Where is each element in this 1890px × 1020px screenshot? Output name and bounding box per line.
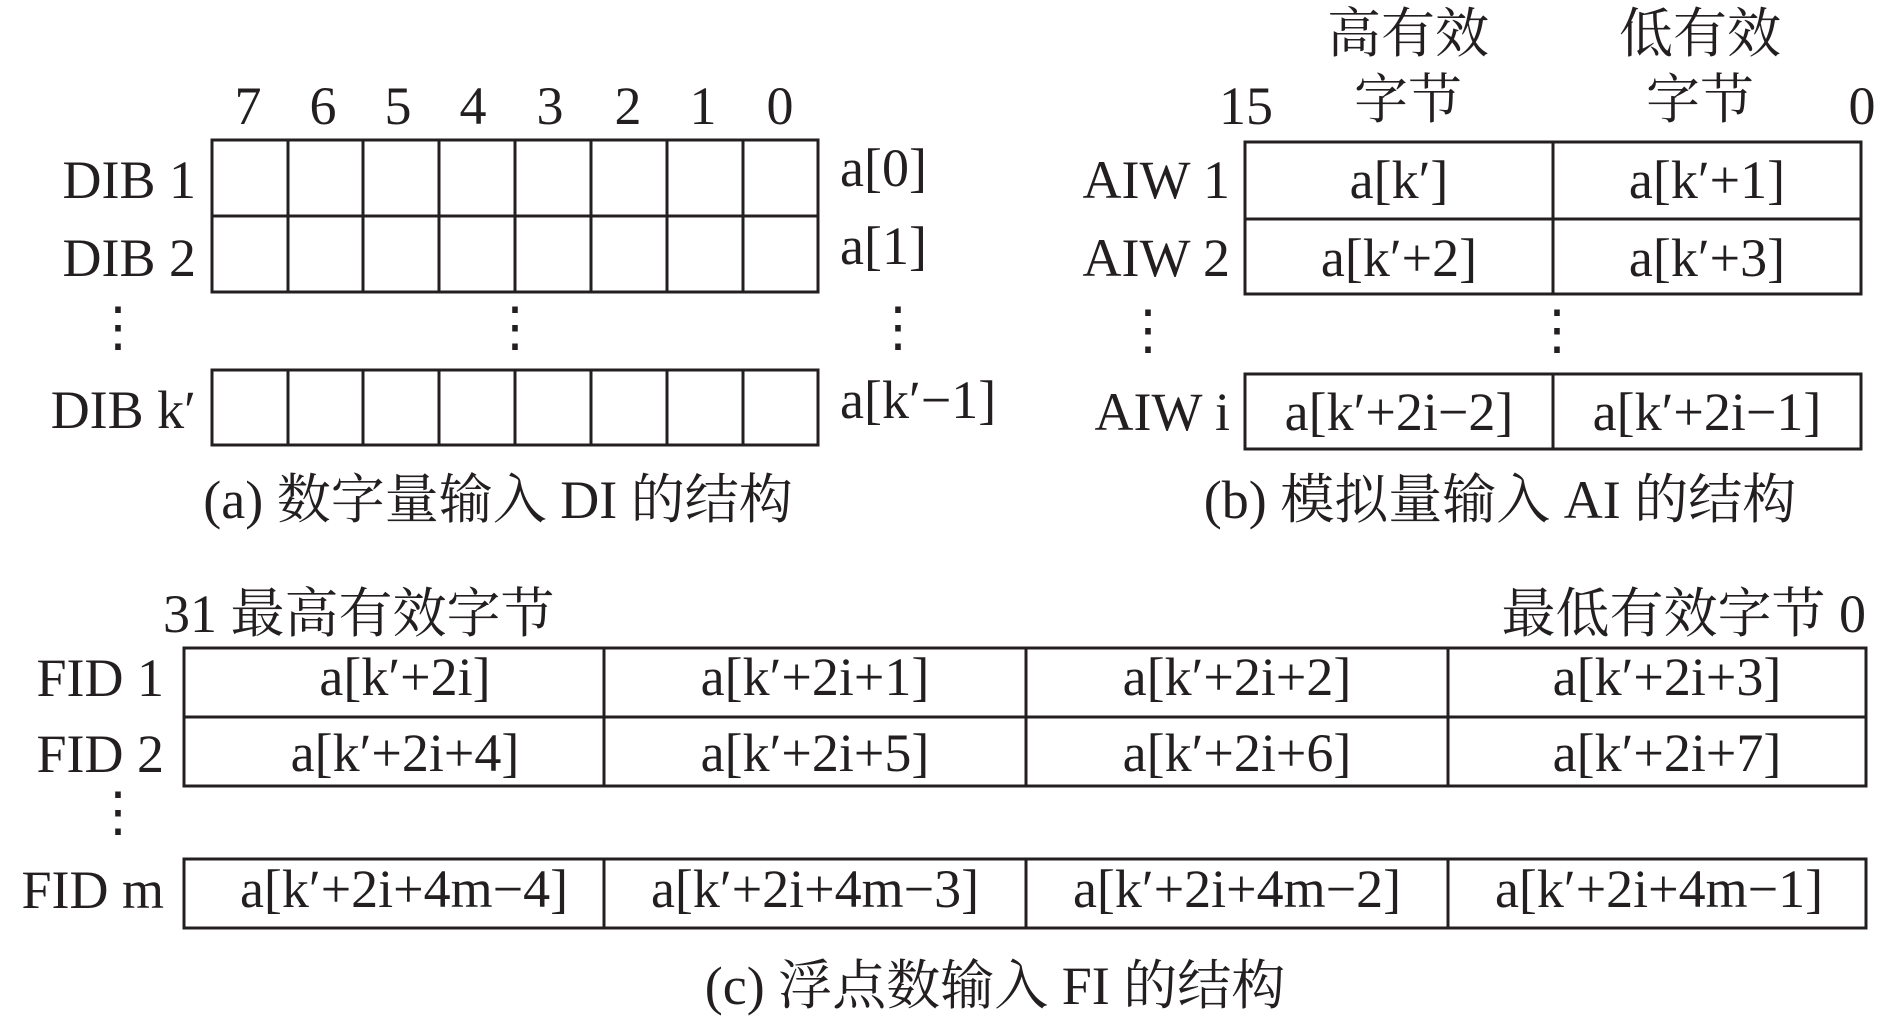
bit-label-4: 4 bbox=[459, 76, 487, 136]
aiw-2-low-cell: a[k′+3] bbox=[1628, 228, 1786, 288]
fid-2-label: FID 2 bbox=[36, 724, 164, 784]
lsb-header: 最低有效字节 0 bbox=[1501, 584, 1866, 644]
bit-label-7: 7 bbox=[234, 76, 262, 136]
fid-m-cell-4: a[k′+2i+4m−1] bbox=[1494, 859, 1824, 919]
fid-m-cell-2: a[k′+2i+4m−3] bbox=[650, 859, 980, 919]
dib-1-label: DIB 1 bbox=[62, 150, 196, 210]
panel-a-bit-labels bbox=[235, 76, 794, 136]
dib-2-label: DIB 2 bbox=[62, 228, 196, 288]
aiw-1-high-cell: a[k′] bbox=[1349, 150, 1449, 210]
fid-1-cell-2: a[k′+2i+1] bbox=[700, 647, 930, 707]
aiw-2-high-cell: a[k′+2] bbox=[1320, 228, 1478, 288]
aiw-i-label: AIW i bbox=[1094, 382, 1230, 442]
fid-1-cell-1: a[k′+2i] bbox=[319, 647, 491, 707]
dib-k-address: a[k′−1] bbox=[840, 370, 997, 430]
dib-1-address: a[0] bbox=[840, 138, 927, 198]
panel-a-ellipsis-left: ⋮ bbox=[91, 297, 145, 357]
bit-label-1: 1 bbox=[689, 76, 717, 136]
low-byte-header-line1: 低有效 bbox=[1619, 4, 1781, 64]
fid-2-cell-4: a[k′+2i+7] bbox=[1552, 723, 1782, 783]
high-byte-header-line2: 字节 bbox=[1354, 70, 1462, 130]
aiw-1-label: AIW 1 bbox=[1082, 150, 1230, 210]
panel-c-caption: (c) 浮点数输入 FI 的结构 bbox=[704, 956, 1286, 1016]
bit-label-2: 2 bbox=[614, 76, 642, 136]
fid-1-cell-4: a[k′+2i+3] bbox=[1552, 647, 1782, 707]
panel-a-ellipsis-right: ⋮ bbox=[871, 297, 925, 357]
panel-a-ellipsis-middle: ⋮ bbox=[488, 297, 542, 357]
bit-label-3: 3 bbox=[536, 76, 564, 136]
panel-b-ellipsis-middle: ⋮ bbox=[1530, 300, 1584, 360]
bit-label-6: 6 bbox=[309, 76, 337, 136]
bit-label-0-b: 0 bbox=[1848, 76, 1876, 136]
panel-a bbox=[51, 76, 997, 530]
bit-label-0: 0 bbox=[766, 76, 794, 136]
fid-2-cell-2: a[k′+2i+5] bbox=[700, 723, 930, 783]
dib-k-label: DIB k′ bbox=[50, 380, 196, 440]
panel-a-grid-bottom bbox=[212, 370, 818, 445]
panel-b bbox=[1083, 4, 1876, 530]
aiw-1-low-cell: a[k′+1] bbox=[1628, 150, 1786, 210]
fid-1-label: FID 1 bbox=[36, 648, 164, 708]
aiw-2-label: AIW 2 bbox=[1082, 228, 1230, 288]
bit-label-5: 5 bbox=[384, 76, 412, 136]
bit-label-15: 15 bbox=[1219, 76, 1273, 136]
dib-2-address: a[1] bbox=[840, 216, 927, 276]
panel-a-caption: (a) 数字量输入 DI 的结构 bbox=[203, 470, 793, 530]
panel-a-grid-top bbox=[212, 140, 818, 292]
fid-m-cell-1: a[k′+2i+4m−4] bbox=[239, 859, 569, 919]
panel-c bbox=[21, 584, 1866, 1016]
low-byte-header-line2: 字节 bbox=[1646, 70, 1754, 130]
panel-b-caption: (b) 模拟量输入 AI 的结构 bbox=[1203, 470, 1797, 530]
high-byte-header-line1: 高有效 bbox=[1327, 4, 1489, 64]
fid-2-cell-3: a[k′+2i+6] bbox=[1122, 723, 1352, 783]
aiw-i-high-cell: a[k′+2i−2] bbox=[1284, 382, 1514, 442]
fid-m-cell-3: a[k′+2i+4m−2] bbox=[1072, 859, 1402, 919]
fid-m-label: FID m bbox=[21, 860, 164, 920]
msb-header: 31 最高有效字节 bbox=[163, 584, 555, 644]
panel-b-ellipsis-left: ⋮ bbox=[1121, 300, 1175, 360]
fid-2-cell-1: a[k′+2i+4] bbox=[290, 723, 520, 783]
fid-1-cell-3: a[k′+2i+2] bbox=[1122, 647, 1352, 707]
aiw-i-low-cell: a[k′+2i−1] bbox=[1592, 382, 1822, 442]
panel-c-ellipsis-left: ⋮ bbox=[91, 782, 145, 842]
